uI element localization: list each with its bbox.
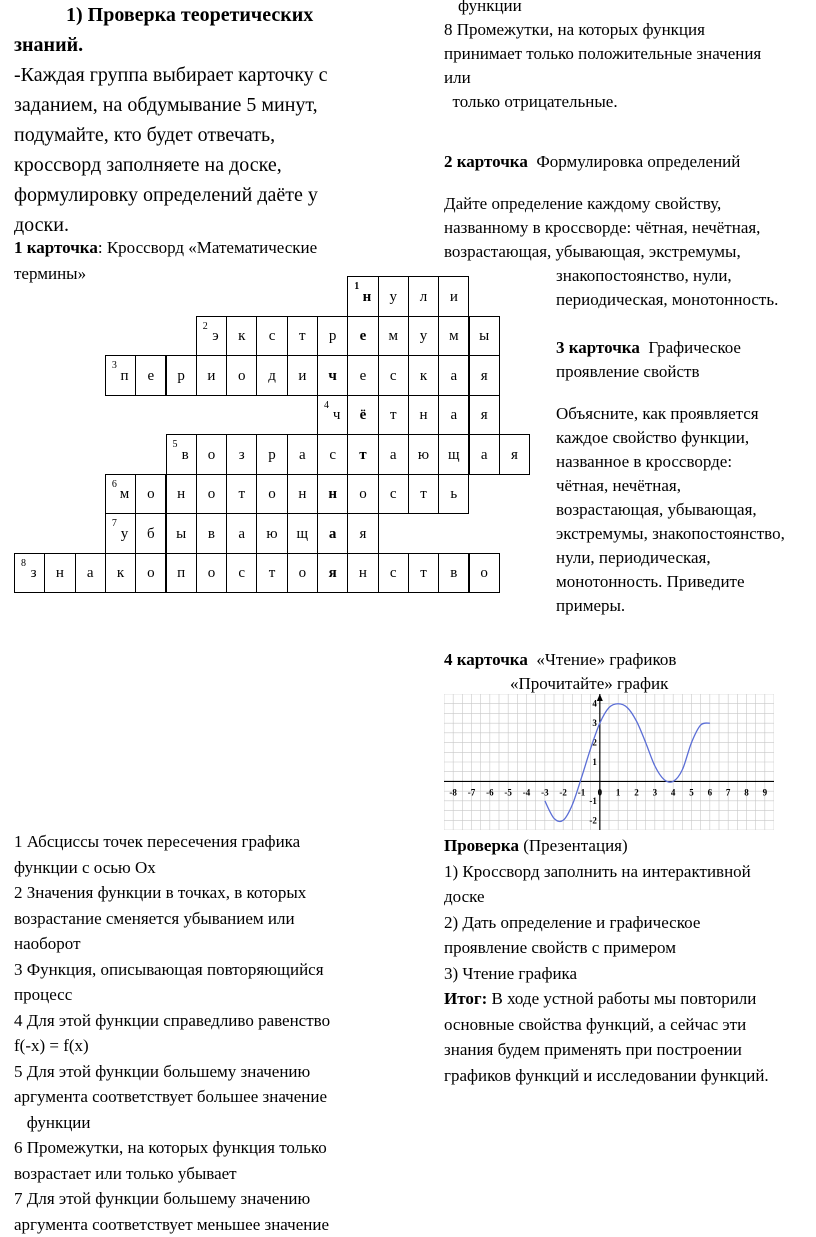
crossword-letter: м <box>388 328 398 345</box>
clue-line: 7 Для этой функции большему значению <box>14 1189 311 1208</box>
crossword-cell <box>166 474 197 515</box>
crossword-cell <box>14 553 45 594</box>
crossword-cell <box>408 434 439 475</box>
card4 <box>444 648 814 696</box>
x-tick-label: 4 <box>670 787 676 798</box>
x-tick-label: -4 <box>522 787 531 798</box>
card1-title: : Кроссворд «Математические <box>97 238 318 257</box>
x-tick-label: 6 <box>707 787 713 798</box>
crossword-cell <box>256 474 287 515</box>
card3-body-line: нули, периодическая, <box>556 548 711 567</box>
card1-label: 1 карточка <box>14 238 98 257</box>
crossword-letter: я <box>510 446 518 463</box>
crossword-cell <box>196 355 227 396</box>
crossword-letter: ю <box>266 525 278 542</box>
card2 <box>444 150 814 312</box>
crossword-cell <box>166 513 197 554</box>
x-tick-label: -6 <box>486 787 494 798</box>
crossword-cell <box>438 355 469 396</box>
crossword-letter: о <box>359 486 367 503</box>
crossword-letter: о <box>298 565 307 582</box>
crossword-cell <box>226 316 257 357</box>
clue-line: аргумента соответствует меньшее значение <box>14 1214 330 1234</box>
clue-line: возрастание сменяется убыванием или <box>14 908 295 928</box>
crossword-letter: м <box>119 486 130 503</box>
x-tick-label: 3 <box>652 787 658 798</box>
crossword-cell <box>317 434 348 475</box>
crossword-cell <box>166 553 197 594</box>
crossword-cell <box>105 355 136 396</box>
crossword-cell <box>226 553 257 594</box>
crossword-cell <box>499 434 530 475</box>
crossword-cell <box>287 355 318 396</box>
crossword-letter: я <box>328 565 337 582</box>
crossword-letter: в <box>207 525 215 542</box>
card2-body-line: Дайте определение каждому свойству, <box>444 194 722 213</box>
crossword-cell <box>166 434 197 475</box>
crossword-letter: щ <box>448 446 460 463</box>
crossword-cell <box>438 474 469 515</box>
crossword-cell <box>347 276 378 317</box>
x-tick-label: 9 <box>762 787 768 798</box>
crossword-clue-number: 7 <box>111 518 117 529</box>
intro-text <box>14 60 414 240</box>
section-title <box>14 0 414 60</box>
clue-line: процесс <box>14 985 73 1004</box>
crossword-cell <box>469 434 500 475</box>
intro-line: подумайте, кто будет отвечать, <box>14 124 276 146</box>
crossword-cell <box>256 355 287 396</box>
card2-body-line: названному в кроссворде: чётная, нечётная, <box>444 218 761 237</box>
crossword-cell <box>438 434 469 475</box>
crossword-cell <box>438 316 469 357</box>
crossword-letter: з <box>30 565 37 582</box>
crossword-cell <box>347 434 378 475</box>
crossword-cell <box>135 355 166 396</box>
crossword-letter: у <box>419 328 428 345</box>
x-tick-label: -3 <box>541 787 549 798</box>
crossword-cell <box>378 316 409 357</box>
check-line: 1) Кроссворд заполнить на интерактивной <box>444 861 751 881</box>
summary-label: Итог: <box>444 989 488 1008</box>
crossword-cell <box>469 316 500 357</box>
crossword-letter: с <box>389 367 397 384</box>
card3-body-line: экстремумы, знакопостоянство, <box>556 524 785 543</box>
card3-body-line: чётная, нечётная, <box>556 476 681 495</box>
crossword-cell <box>469 395 500 436</box>
crossword-letter: н <box>362 288 372 305</box>
x-tick-label: -1 <box>577 787 586 798</box>
crossword-letter: с <box>389 486 397 503</box>
crossword-cell <box>378 355 409 396</box>
crossword-letter: а <box>450 367 458 384</box>
crossword-cell <box>75 553 106 594</box>
check-line: 2) Дать определение и графическое <box>444 912 701 932</box>
crossword-letter: э <box>212 328 219 345</box>
crossword-letter: а <box>480 446 488 463</box>
crossword-letter: ь <box>450 486 458 503</box>
crossword-letter: к <box>116 565 125 582</box>
crossword-cell <box>347 474 378 515</box>
crossword-cell <box>135 553 166 594</box>
crossword-cell <box>378 395 409 436</box>
crossword-cell <box>256 434 287 475</box>
crossword-letter: т <box>299 328 306 345</box>
card4-title: «Чтение» графиков <box>527 650 677 669</box>
crossword-cell <box>256 553 287 594</box>
x-tick-label: 2 <box>634 787 639 798</box>
crossword-letter: о <box>207 446 216 463</box>
crossword-cell <box>347 316 378 357</box>
intro-line: доски. <box>14 214 69 236</box>
crossword-cell <box>166 355 197 396</box>
crossword-letter: б <box>147 525 155 542</box>
crossword-letter: е <box>147 367 155 384</box>
crossword-cell <box>378 434 409 475</box>
crossword-letter: у <box>120 525 129 542</box>
crossword-letter: н <box>55 565 64 582</box>
crossword-cell <box>317 474 348 515</box>
x-tick-label: 8 <box>744 787 749 798</box>
crossword-letter: н <box>358 565 367 582</box>
crossword-cell <box>135 474 166 515</box>
crossword-letter: р <box>328 328 337 345</box>
crossword-letter: н <box>419 407 428 424</box>
crossword-letter: т <box>420 486 427 503</box>
crossword-cell <box>287 434 318 475</box>
crossword-letter: с <box>238 565 246 582</box>
crossword-letter: е <box>359 367 367 384</box>
clue-line: только отрицательные. <box>444 92 618 111</box>
crossword-letter: ч <box>332 407 341 424</box>
crossword-letter: в <box>450 565 458 582</box>
clues-continued <box>444 0 814 114</box>
crossword-cell <box>317 553 348 594</box>
crossword-cell <box>256 316 287 357</box>
crossword-letter: е <box>359 328 367 345</box>
crossword-letter: м <box>449 328 459 345</box>
crossword-letter: т <box>389 407 397 424</box>
crossword-letter: ё <box>359 407 367 424</box>
crossword-letter: о <box>207 486 216 503</box>
crossword-letter: а <box>299 446 306 463</box>
crossword-cell <box>256 513 287 554</box>
crossword-cell <box>408 395 439 436</box>
card1-title-continued: термины» <box>14 263 87 283</box>
crossword-letter: н <box>298 486 307 503</box>
crossword-cell <box>226 474 257 515</box>
card3-body-line: примеры. <box>556 596 626 615</box>
summary-line: основные свойства функций, а сейчас эти <box>444 1014 747 1034</box>
crossword-letter: т <box>268 565 276 582</box>
crossword-letter: о <box>268 486 276 503</box>
crossword-letter: к <box>419 367 428 384</box>
crossword-clues <box>14 829 414 1237</box>
crossword-letter: ы <box>479 328 490 345</box>
crossword-cell <box>347 395 378 436</box>
crossword-cell <box>408 355 439 396</box>
x-tick-label: 5 <box>689 787 694 798</box>
y-tick-label: -1 <box>589 795 597 806</box>
crossword-cell <box>226 355 257 396</box>
crossword-letter: я <box>480 407 488 424</box>
check-title: (Презентация) <box>518 836 628 855</box>
clue-line: 6 Промежутки, на которых функция только <box>14 1138 327 1157</box>
clue-line: аргумента соответствует большее значение <box>14 1087 328 1106</box>
y-tick-label: 4 <box>592 698 597 709</box>
crossword-cell <box>105 474 136 515</box>
crossword-letter: о <box>237 367 246 384</box>
y-axis-arrow <box>597 694 603 701</box>
crossword-cell <box>196 553 227 594</box>
crossword-cell <box>196 434 227 475</box>
card4-subtitle: «Прочитайте» график <box>510 674 669 693</box>
intro-line: кроссворд заполняете на доске, <box>14 154 282 176</box>
crossword-letter: а <box>86 565 94 582</box>
crossword-cell <box>408 276 439 317</box>
crossword-cell <box>317 395 348 436</box>
crossword-letter: к <box>238 328 246 345</box>
crossword-letter: а <box>238 525 246 542</box>
crossword-letter: д <box>268 367 276 384</box>
crossword-letter: о <box>147 486 155 503</box>
summary-text: В ходе устной работы мы повторили <box>487 989 757 1008</box>
crossword-cell <box>44 553 75 594</box>
crossword-letter: ы <box>176 525 187 542</box>
card2-body-line: возрастающая, убывающая, экстремумы, <box>444 242 741 261</box>
card3-body-line: монотонность. Приведите <box>556 572 745 591</box>
card3-body-line: каждое свойство функции, <box>556 428 750 447</box>
x-tick-label: -7 <box>467 787 476 798</box>
x-tick-label: 0 <box>597 787 603 798</box>
crossword-cell <box>378 276 409 317</box>
card2-body-line: знакопостоянство, нули, <box>556 266 732 285</box>
clue-line: 3 Функция, описывающая повторяющийся <box>14 959 324 979</box>
clue-line: 2 Значения функции в точках, в которых <box>14 883 307 902</box>
crossword-cell <box>317 316 348 357</box>
crossword-letter: о <box>207 565 216 582</box>
check-label: Проверка <box>444 836 519 855</box>
check-line: 3) Чтение графика <box>444 963 578 983</box>
crossword-clue-number: 6 <box>111 478 117 490</box>
crossword-cell <box>438 395 469 436</box>
crossword-letter: и <box>449 288 458 305</box>
x-tick-label: -8 <box>449 787 457 798</box>
crossword-letter: я <box>359 525 367 542</box>
summary-line: знания будем применять при построении <box>444 1040 742 1059</box>
clue-line: или <box>444 68 471 87</box>
clue-line: наоборот <box>14 934 81 953</box>
crossword-clue-number: 5 <box>172 439 178 450</box>
crossword-letter: а <box>328 525 337 542</box>
crossword-letter: н <box>328 486 337 503</box>
crossword-letter: о <box>147 565 155 582</box>
crossword-cell <box>438 553 469 594</box>
crossword-letter: о <box>480 565 488 582</box>
crossword-letter: р <box>177 367 185 384</box>
crossword-cell <box>408 553 439 594</box>
clue-line: 4 Для этой функции справедливо равенство <box>14 1010 331 1030</box>
crossword-letter: а <box>389 446 397 463</box>
crossword-cell <box>287 474 318 515</box>
crossword-cell <box>347 553 378 594</box>
card4-label: 4 карточка <box>444 650 528 669</box>
card2-label: 2 карточка <box>444 152 528 171</box>
crossword-letter: ч <box>328 367 337 384</box>
crossword-cell <box>196 316 227 357</box>
clue-line: 5 Для этой функции большему значению <box>14 1061 311 1081</box>
card2-body-line: периодическая, монотонность. <box>556 290 779 309</box>
crossword-letter: л <box>419 288 428 305</box>
check-line: доске <box>444 887 485 906</box>
crossword-letter: р <box>268 446 276 463</box>
card3-body-line: возрастающая, убывающая, <box>556 500 757 519</box>
crossword-cell <box>135 513 166 554</box>
crossword-letter: з <box>238 446 245 463</box>
crossword-cell <box>408 316 439 357</box>
check-section <box>444 833 816 1088</box>
card2-title: Формулировка определений <box>527 152 741 171</box>
y-tick-label: -2 <box>589 815 597 826</box>
clue-line: возрастает или только убывает <box>14 1163 237 1183</box>
card3-body-line: Объясните, как проявляется <box>556 404 759 423</box>
crossword-letter: ю <box>417 446 430 463</box>
crossword-cell <box>317 513 348 554</box>
clue-line: принимает только положительные значения <box>444 44 762 63</box>
crossword-clue-number: 3 <box>111 360 117 371</box>
crossword-letter: т <box>238 486 246 503</box>
card3-title: Графическое <box>639 338 741 357</box>
x-tick-label: -5 <box>504 787 512 798</box>
card3-body-line: названное в кроссворде: <box>556 452 733 471</box>
card3-title-continued: проявление свойств <box>556 362 700 381</box>
crossword-cell <box>378 553 409 594</box>
y-tick-label: 1 <box>592 757 597 767</box>
crossword-letter: я <box>480 367 488 384</box>
crossword-cell <box>347 355 378 396</box>
clue-line: 8 Промежутки, на которых функция <box>444 20 705 39</box>
crossword-clue-number: 4 <box>324 399 329 411</box>
crossword-cell <box>105 553 136 594</box>
crossword-letter: п <box>120 367 129 384</box>
intro-line: -Каждая группа выбирает карточку с <box>14 64 328 86</box>
x-tick-label: 7 <box>725 787 731 798</box>
y-tick-label: 3 <box>592 718 597 729</box>
crossword-letter: а <box>450 407 458 424</box>
crossword-clue-number: 8 <box>21 557 26 569</box>
crossword-letter: н <box>177 486 186 503</box>
summary-line: графиков функций и исследовании функций. <box>444 1065 769 1085</box>
crossword-cell <box>408 474 439 515</box>
crossword-cell <box>105 513 136 554</box>
section-title-line: 1) Проверка теоретических <box>66 4 314 26</box>
crossword-letter: и <box>207 367 216 384</box>
intro-line: формулировку определений даёте у <box>14 184 318 206</box>
crossword-letter: и <box>298 367 307 384</box>
crossword-cell <box>287 553 318 594</box>
crossword-cell <box>378 474 409 515</box>
crossword-clue-number: 1 <box>354 281 360 292</box>
crossword-cell <box>226 434 257 475</box>
clue-line: f(-x) = f(x) <box>14 1036 89 1055</box>
crossword-letter: в <box>181 446 189 463</box>
crossword-cell <box>317 355 348 396</box>
clue-line: 1 Абсциссы точек пересечения графика <box>14 832 301 851</box>
crossword-cell <box>287 316 318 357</box>
check-line: проявление свойств с примером <box>444 938 676 957</box>
section-title-line: знаний. <box>14 34 84 56</box>
x-tick-label: -2 <box>559 787 567 798</box>
clue-line: функции <box>14 1112 91 1132</box>
crossword-cell <box>287 513 318 554</box>
card3 <box>556 336 816 618</box>
crossword-cell <box>347 513 378 554</box>
function-graph <box>444 694 774 830</box>
crossword-letter: с <box>329 446 336 463</box>
x-tick-label: 1 <box>615 787 621 798</box>
crossword-clue-number: 2 <box>202 320 208 332</box>
clue-line: функции <box>458 0 522 15</box>
crossword-cell <box>469 553 500 594</box>
crossword-letter: с <box>389 565 397 582</box>
crossword-cell <box>196 474 227 515</box>
crossword-letter: т <box>420 565 427 582</box>
crossword-cell <box>196 513 227 554</box>
crossword-letter: т <box>359 446 367 463</box>
crossword-cell <box>469 355 500 396</box>
crossword-letter: с <box>268 328 276 345</box>
crossword-cell <box>226 513 257 554</box>
crossword-letter: щ <box>296 525 309 542</box>
intro-line: заданием, на обдумывание 5 минут, <box>14 94 318 116</box>
card3-label: 3 карточка <box>556 338 640 357</box>
y-tick-label: 2 <box>592 737 597 748</box>
crossword-letter: п <box>177 565 186 582</box>
clue-line: функции с осью Ох <box>14 857 156 877</box>
crossword-letter: у <box>389 288 397 305</box>
